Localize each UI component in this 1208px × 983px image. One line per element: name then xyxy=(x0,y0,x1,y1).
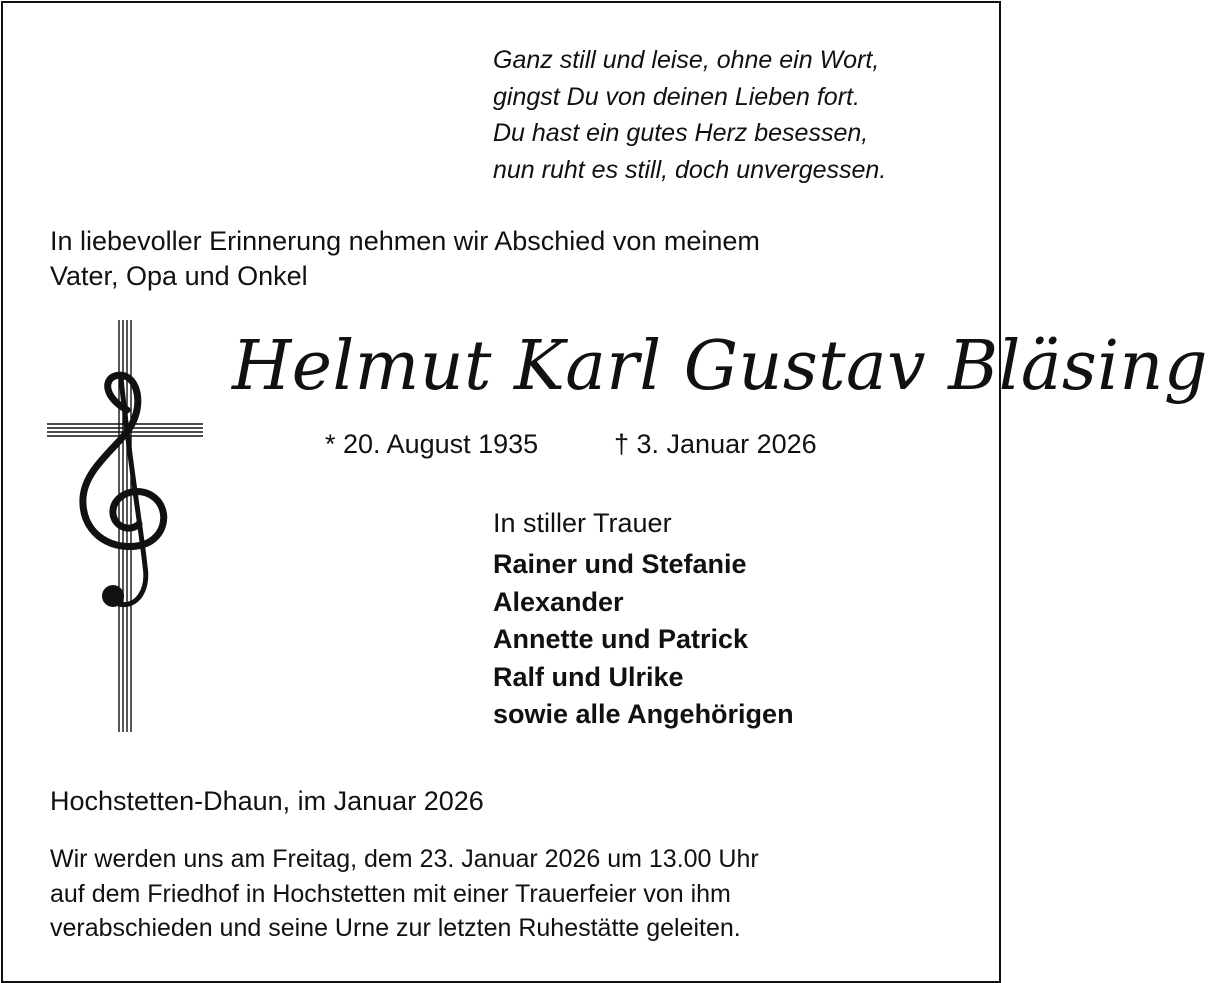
intro-line: Vater, Opa und Onkel xyxy=(50,261,308,291)
service-notice xyxy=(50,842,759,946)
intro-text xyxy=(50,224,760,294)
mourner-name: Alexander xyxy=(493,586,624,617)
poem-line: Du hast ein gutes Herz besessen, xyxy=(493,119,869,147)
death-date: † 3. Januar 2026 xyxy=(614,429,817,459)
poem-line: Ganz still und leise, ohne ein Wort, xyxy=(493,46,880,74)
mourner-name: sowie alle Angehörigen xyxy=(493,699,794,729)
memorial-poem xyxy=(493,42,886,188)
mourner-name: Annette und Patrick xyxy=(493,624,749,654)
cross-treble-clef-icon xyxy=(45,318,210,736)
deceased-name: Helmut Karl Gustav Bläsing xyxy=(232,327,1208,406)
service-line: Wir werden uns am Freitag, dem 23. Januar 2026 um 13.00 Uhr xyxy=(50,845,759,873)
poem-line: nun ruht es still, doch unvergessen. xyxy=(493,155,887,184)
place-date: Hochstetten-Dhaun, im Januar 2026 xyxy=(50,786,484,816)
service-line: auf dem Friedhof in Hochstetten mit einer Trauerfeier von ihm xyxy=(50,879,731,908)
intro-line: In liebevoller Erinnerung nehmen wir Abschied von meinem xyxy=(50,226,760,256)
service-line: verabschieden und seine Urne zur letzten Ruhestätte geleiten. xyxy=(50,914,741,942)
birth-date: * 20. August 1935 xyxy=(325,429,539,459)
poem-line: gingst Du von deinen Lieben fort. xyxy=(493,82,860,111)
mourner-name: Ralf und Ulrike xyxy=(493,661,684,692)
mourner-name: Rainer und Stefanie xyxy=(493,549,747,579)
mourners-list xyxy=(493,546,794,734)
mourning-heading: In stiller Trauer xyxy=(493,508,672,538)
